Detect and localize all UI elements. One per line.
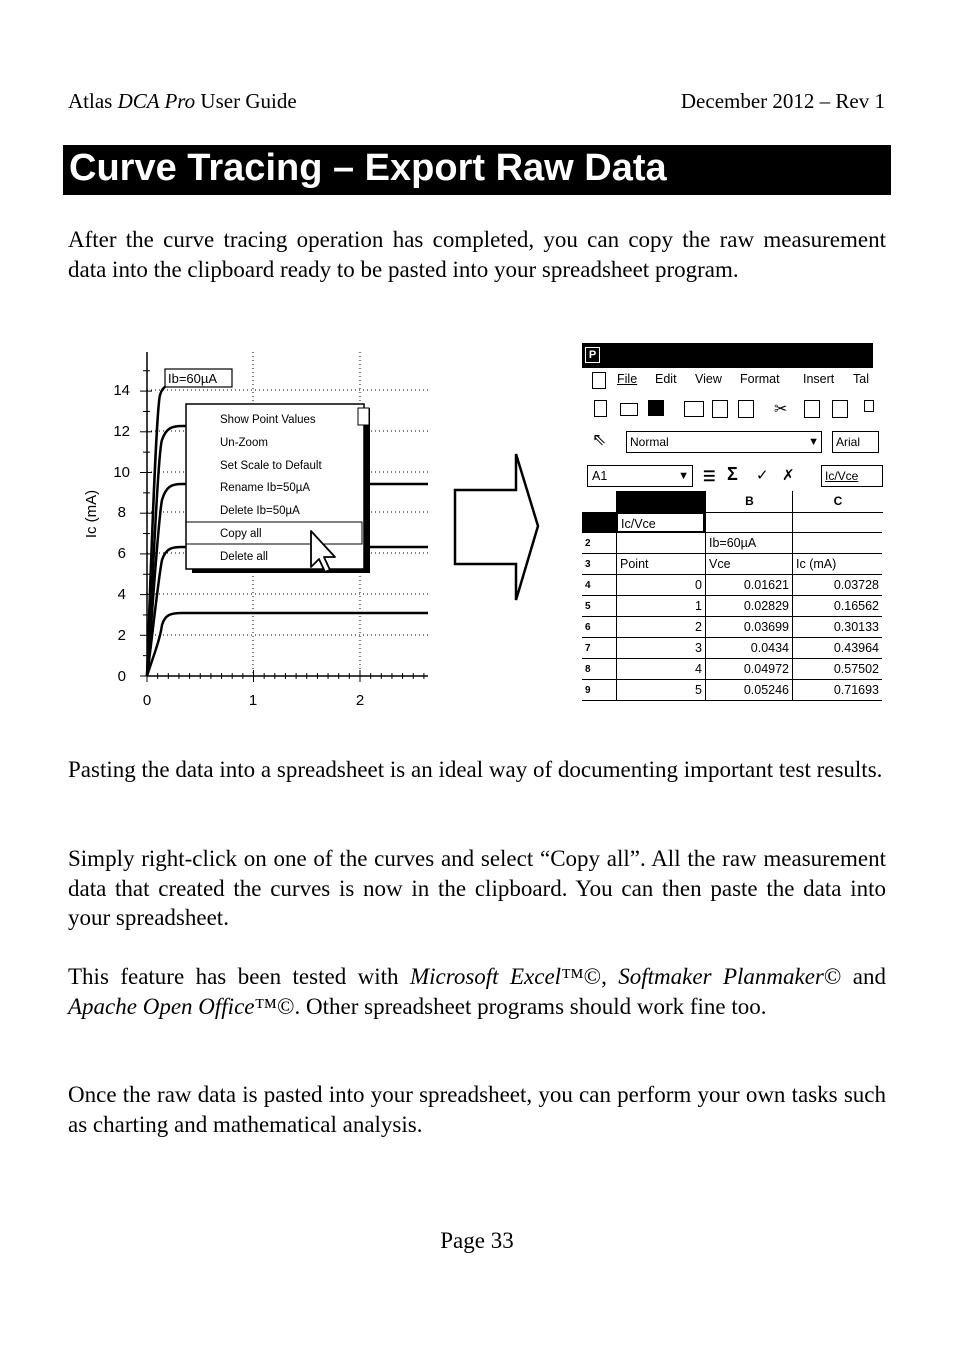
cell-c[interactable] xyxy=(792,533,882,554)
menu-view[interactable]: View xyxy=(695,372,722,386)
cut-icon[interactable]: ✂ xyxy=(774,401,788,418)
y-tick-label: 14 xyxy=(113,382,130,399)
right-arrow-icon xyxy=(455,454,538,600)
curve-label: Ib=60µA xyxy=(168,371,218,386)
paragraph-once-pasted: Once the raw data is pasted into your spreadsheet, you can perform your own tasks such as charting and mathematical analysis. xyxy=(68,1082,886,1137)
paragraph-documenting: Pasting the data into a spreadsheet is an ideal way of documenting important test results. xyxy=(68,757,883,782)
y-tick-label: 2 xyxy=(117,627,126,644)
paste-icon[interactable] xyxy=(832,400,848,418)
sum-icon[interactable]: Σ xyxy=(727,464,738,484)
chevron-down-icon[interactable]: ▼ xyxy=(678,470,689,482)
cell-c[interactable] xyxy=(792,512,882,533)
formula-input[interactable]: Ic/Vce xyxy=(821,465,883,487)
cell-a[interactable]: 1 xyxy=(616,596,705,617)
menu-item-show-point-values[interactable]: Show Point Values xyxy=(220,414,316,426)
cell-a[interactable]: Ic/Vce xyxy=(616,512,705,533)
cell-a[interactable]: 2 xyxy=(616,617,705,638)
menu-insert[interactable]: Insert xyxy=(803,372,835,386)
section-title-bar xyxy=(63,145,891,195)
row-number[interactable]: 9 xyxy=(582,680,616,701)
cell-a[interactable]: 5 xyxy=(616,680,705,701)
spreadsheet-window xyxy=(582,343,879,700)
cell-b[interactable]: 0.02829 xyxy=(705,596,792,617)
paragraph-copy-all: Simply right-click on one of the curves and select “Copy all”. All the raw measurement data that created the curves is now in the clipboard. You can then paste the data into your spreadsheet. xyxy=(68,846,886,930)
cell-b[interactable]: 0.05246 xyxy=(705,680,792,701)
style-dropdown[interactable]: Normal ▼ xyxy=(626,431,822,453)
menu-format[interactable]: Format xyxy=(740,372,780,386)
format-bar xyxy=(582,429,873,455)
cell-b[interactable]: 0.0434 xyxy=(705,638,792,659)
row-number[interactable]: 4 xyxy=(582,575,616,596)
row-number[interactable]: 7 xyxy=(582,638,616,659)
print-icon[interactable] xyxy=(684,401,704,417)
y-tick-label: 12 xyxy=(113,423,130,440)
menu-item-un-zoom[interactable]: Un-Zoom xyxy=(220,437,268,449)
x-tick-label: 0 xyxy=(142,692,152,709)
font-dropdown[interactable]: Arial xyxy=(832,431,879,453)
menu-tal[interactable]: Tal xyxy=(853,372,869,386)
y-tick-label: 8 xyxy=(117,504,126,521)
y-tick-label: 10 xyxy=(113,464,130,481)
open-icon[interactable] xyxy=(620,403,638,416)
cell-c[interactable]: Ic (mA) xyxy=(792,554,882,575)
header-corner xyxy=(582,491,616,513)
row-number[interactable]: 5 xyxy=(582,596,616,617)
app-icon: P xyxy=(585,347,600,363)
y-tick-label: 0 xyxy=(117,668,126,685)
window-title-bar xyxy=(582,343,873,368)
header-date-revision: December 2012 – Rev 1 xyxy=(680,89,885,113)
cell-c[interactable]: 0.57502 xyxy=(792,659,882,680)
toolbar xyxy=(582,397,873,421)
chevron-down-icon[interactable]: ▼ xyxy=(808,436,819,448)
paragraph-tested-with: This feature has been tested with Microsoft Excel™©, Softmaker Planmaker© and Apache Open Office™©. Other spreadsheet programs should work fine too. xyxy=(68,964,887,1019)
col-header-a[interactable] xyxy=(616,491,705,512)
cell-b[interactable]: Vce xyxy=(705,554,792,575)
cell-c[interactable]: 0.71693 xyxy=(792,680,882,701)
cell-b[interactable] xyxy=(705,512,792,533)
list-icon[interactable]: ☰ xyxy=(703,468,716,484)
more-icon[interactable] xyxy=(864,400,874,412)
sheet-grid xyxy=(582,491,879,706)
row-number[interactable]: 3 xyxy=(582,554,616,575)
row-number[interactable]: 2 xyxy=(582,533,616,554)
y-tick-label: 6 xyxy=(117,545,126,562)
pointer-icon[interactable]: ⇖ xyxy=(592,430,607,449)
row-number[interactable]: 8 xyxy=(582,659,616,680)
section-title: Curve Tracing – Export Raw Data xyxy=(69,147,667,189)
menu-item-delete-curve[interactable]: Delete Ib=50µA xyxy=(220,505,300,517)
accept-icon[interactable]: ✓ xyxy=(756,467,769,484)
cell-b[interactable]: 0.04972 xyxy=(705,659,792,680)
formula-bar xyxy=(582,464,873,490)
menu-edit[interactable]: Edit xyxy=(655,372,677,386)
header-doc-title: Atlas DCA Pro User Guide xyxy=(68,89,297,113)
context-menu xyxy=(186,404,370,573)
save-icon[interactable] xyxy=(648,400,664,416)
preview-icon[interactable] xyxy=(738,400,754,418)
menu-item-delete-all[interactable]: Delete all xyxy=(220,551,268,563)
cell-a[interactable]: 0 xyxy=(616,575,705,596)
pdf-icon[interactable] xyxy=(712,400,728,418)
menu-bar xyxy=(582,371,873,391)
new-icon[interactable] xyxy=(594,400,607,417)
x-tick-label: 1 xyxy=(248,692,258,709)
menu-item-copy-all[interactable]: Copy all xyxy=(220,528,262,540)
cell-c[interactable]: 0.16562 xyxy=(792,596,882,617)
cell-reference-box[interactable]: A1 ▼ xyxy=(587,465,693,487)
cell-c[interactable]: 0.43964 xyxy=(792,638,882,659)
col-header-c[interactable]: C xyxy=(792,491,883,513)
y-tick-label: 4 xyxy=(117,586,126,603)
cell-a[interactable]: 3 xyxy=(616,638,705,659)
doc-icon xyxy=(592,372,606,389)
menu-item-set-scale-default[interactable]: Set Scale to Default xyxy=(220,460,322,472)
cell-c[interactable]: 0.03728 xyxy=(792,575,882,596)
cell-b[interactable]: 0.01621 xyxy=(705,575,792,596)
cell-b[interactable]: Ib=60µA xyxy=(705,533,792,554)
cancel-icon[interactable]: ✗ xyxy=(782,467,795,484)
row-number[interactable]: 6 xyxy=(582,617,616,638)
cell-a[interactable]: 4 xyxy=(616,659,705,680)
curve-chart xyxy=(83,352,428,709)
row-number[interactable] xyxy=(582,512,616,533)
copy-icon[interactable] xyxy=(804,400,820,418)
col-header-b[interactable]: B xyxy=(705,491,793,513)
cell-c[interactable]: 0.30133 xyxy=(792,617,882,638)
menu-file[interactable]: File xyxy=(617,372,638,386)
page-number: Page 33 xyxy=(440,1228,514,1253)
intro-paragraph: After the curve tracing operation has completed, you can copy the raw measurement data into the clipboard ready to be pasted into your spreadsheet program. xyxy=(68,227,886,282)
menu-item-rename[interactable]: Rename Ib=50µA xyxy=(220,482,311,494)
cell-a[interactable]: Point xyxy=(616,554,705,575)
y-axis-label: Ic (mA) xyxy=(83,489,100,539)
cell-b[interactable]: 0.03699 xyxy=(705,617,792,638)
x-tick-label: 2 xyxy=(355,692,365,709)
cell-a[interactable] xyxy=(616,533,705,554)
